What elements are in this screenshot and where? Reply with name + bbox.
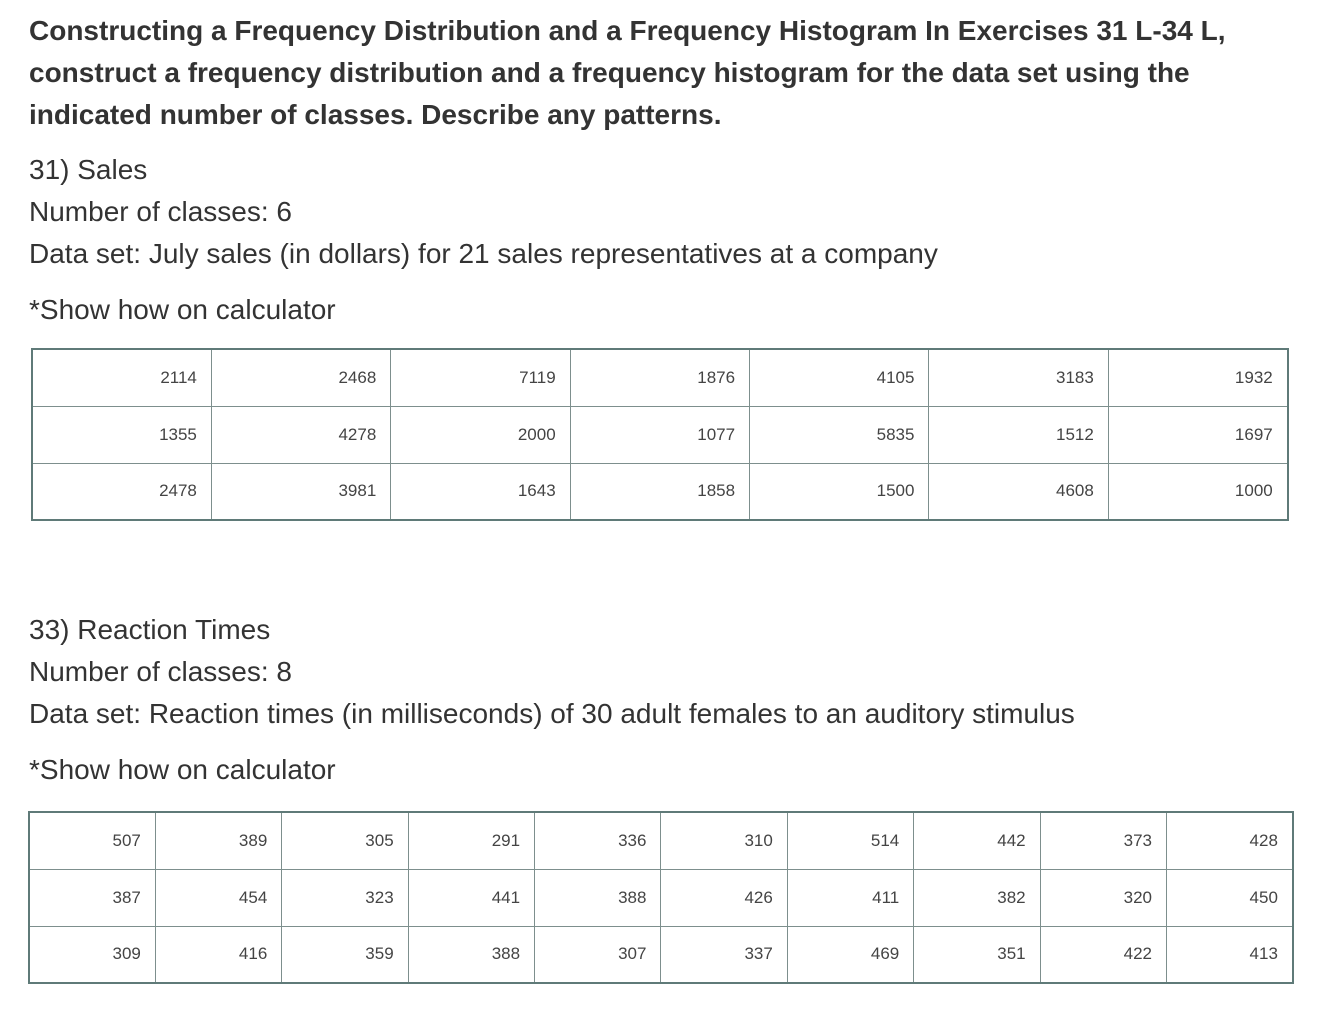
table-cell: 373 [1040, 812, 1166, 869]
table-cell: 3981 [211, 463, 390, 520]
table-cell: 323 [282, 869, 408, 926]
table-cell: 1858 [570, 463, 749, 520]
table-cell: 1876 [570, 349, 749, 406]
table-cell: 469 [787, 926, 913, 983]
table-cell: 422 [1040, 926, 1166, 983]
exercise-33-dataset: Data set: Reaction times (in milliseconds) of 30 adult females to an auditory stimulus [29, 698, 1075, 729]
reaction-times-data-table [28, 811, 1294, 984]
table-cell: 2000 [391, 406, 570, 463]
table-cell: 310 [661, 812, 787, 869]
exercise-31-dataset: Data set: July sales (in dollars) for 21 sales representatives at a company [29, 238, 938, 269]
table-cell: 454 [155, 869, 281, 926]
exercise-33-classes: Number of classes: 8 [29, 656, 292, 687]
exercise-31-classes: Number of classes: 6 [29, 196, 292, 227]
table-cell: 351 [914, 926, 1040, 983]
exercise-31-note: *Show how on calculator [29, 294, 336, 325]
table-cell: 1355 [32, 406, 211, 463]
table-cell: 428 [1167, 812, 1293, 869]
table-cell: 1500 [750, 463, 929, 520]
table-cell: 291 [408, 812, 534, 869]
table-cell: 309 [29, 926, 155, 983]
table-cell: 4105 [750, 349, 929, 406]
table-cell: 307 [535, 926, 661, 983]
table-cell: 7119 [391, 349, 570, 406]
table-cell: 2468 [211, 349, 390, 406]
table-cell: 382 [914, 869, 1040, 926]
table-cell: 1697 [1108, 406, 1287, 463]
exercise-33-title: 33) Reaction Times [29, 614, 271, 645]
table-cell: 2478 [32, 463, 211, 520]
table-cell: 388 [535, 869, 661, 926]
table-row [32, 406, 1288, 463]
table-cell: 387 [29, 869, 155, 926]
table-cell: 5835 [750, 406, 929, 463]
table-row [29, 869, 1293, 926]
table-cell: 359 [282, 926, 408, 983]
table-cell: 4278 [211, 406, 390, 463]
table-row [29, 926, 1293, 983]
table-cell: 388 [408, 926, 534, 983]
table-row [32, 463, 1288, 520]
exercise-31-title: 31) Sales [29, 154, 148, 185]
table-cell: 442 [914, 812, 1040, 869]
exercise-33-note: *Show how on calculator [29, 754, 336, 785]
table-cell: 426 [661, 869, 787, 926]
exercise-instructions-heading: Constructing a Frequency Distribution and a Frequency Histogram In Exercises 31 L-34 L, construct a frequency distribution and a frequency histogram for the data set using the indicated number of classes. Describe any patterns. [29, 15, 1226, 130]
table-cell: 1643 [391, 463, 570, 520]
table-cell: 411 [787, 869, 913, 926]
table-cell: 337 [661, 926, 787, 983]
table-cell: 4608 [929, 463, 1108, 520]
table-row [29, 812, 1293, 869]
table-cell: 2114 [32, 349, 211, 406]
table-cell: 413 [1167, 926, 1293, 983]
table-cell: 336 [535, 812, 661, 869]
table-cell: 416 [155, 926, 281, 983]
table-cell: 441 [408, 869, 534, 926]
table-cell: 320 [1040, 869, 1166, 926]
table-row [32, 349, 1288, 406]
sales-data-table [31, 348, 1289, 521]
table-cell: 1000 [1108, 463, 1287, 520]
table-cell: 389 [155, 812, 281, 869]
table-cell: 1932 [1108, 349, 1287, 406]
table-cell: 1077 [570, 406, 749, 463]
table-cell: 507 [29, 812, 155, 869]
table-cell: 1512 [929, 406, 1108, 463]
table-cell: 450 [1167, 869, 1293, 926]
table-cell: 3183 [929, 349, 1108, 406]
table-cell: 305 [282, 812, 408, 869]
table-cell: 514 [787, 812, 913, 869]
